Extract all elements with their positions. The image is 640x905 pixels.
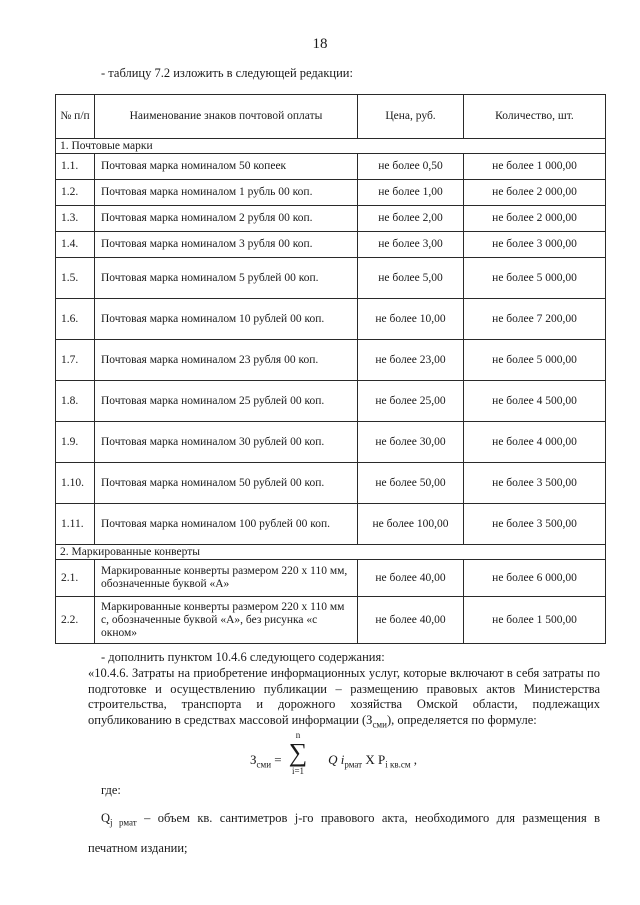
row-qty: не более 4 000,00 bbox=[464, 422, 606, 463]
row-price: не более 2,00 bbox=[358, 206, 464, 232]
row-qty: не более 3 000,00 bbox=[464, 232, 606, 258]
row-name: Почтовая марка номиналом 3 рубля 00 коп. bbox=[95, 232, 358, 258]
add-clause-text: - дополнить пунктом 10.4.6 следующего содержания: bbox=[101, 650, 385, 664]
row-price: не более 3,00 bbox=[358, 232, 464, 258]
clause-end: ), определяется по формуле: bbox=[386, 712, 537, 727]
page-number: 18 bbox=[312, 36, 328, 52]
formula-sub1: рмат bbox=[344, 759, 363, 770]
table-row bbox=[56, 504, 606, 545]
row-name: Почтовая марка номиналом 2 рубля 00 коп. bbox=[95, 206, 358, 232]
sigma-icon: ∑ bbox=[288, 738, 308, 767]
row-price: не более 30,00 bbox=[358, 422, 464, 463]
section-title: 2. Маркированные конверты bbox=[56, 545, 606, 560]
table-row bbox=[56, 597, 606, 644]
table-row bbox=[56, 232, 606, 258]
table-row bbox=[56, 340, 606, 381]
table-header-row bbox=[56, 95, 606, 139]
row-name: Почтовая марка номиналом 50 рублей 00 коп. bbox=[95, 463, 358, 504]
row-name: Почтовая марка номиналом 1 рубль 00 коп. bbox=[95, 180, 358, 206]
table-row bbox=[56, 258, 606, 299]
formula-lhs: З bbox=[250, 752, 257, 767]
formula-x: X P bbox=[362, 752, 386, 767]
header-price: Цена, руб. bbox=[358, 95, 464, 139]
table-row bbox=[56, 299, 606, 340]
table-row bbox=[56, 463, 606, 504]
row-qty: не более 3 500,00 bbox=[464, 504, 606, 545]
table-row bbox=[56, 381, 606, 422]
def-text: – объем кв. сантиметров j-го правового акта, необходимого для размещения в печатном издании; bbox=[88, 811, 600, 855]
def-var: Q bbox=[101, 811, 111, 825]
row-num: 1.9. bbox=[56, 422, 95, 463]
row-qty: не более 5 000,00 bbox=[464, 340, 606, 381]
row-name: Почтовая марка номиналом 5 рублей 00 коп. bbox=[95, 258, 358, 299]
row-num: 2.2. bbox=[56, 597, 95, 644]
formula-end: , bbox=[410, 752, 418, 767]
row-qty: не более 4 500,00 bbox=[464, 381, 606, 422]
formula-eq: = bbox=[271, 752, 285, 767]
row-num: 1.10. bbox=[56, 463, 95, 504]
clause-main: «10.4.6. Затраты на приобретение информационных услуг, которые включают в себя затраты по подготовке и осуществлению публикации – размещению правовых актов Министерства строительства, транспорта и дорожного хозяйства Омской области, подлежащих опубликованию в средствах массовой информации (З bbox=[88, 666, 600, 727]
row-num: 1.7. bbox=[56, 340, 95, 381]
row-price: не более 40,00 bbox=[358, 597, 464, 644]
intro-text: - таблицу 7.2 изложить в следующей редакции: bbox=[101, 66, 353, 80]
row-qty: не более 6 000,00 bbox=[464, 560, 606, 597]
table-row bbox=[56, 560, 606, 597]
row-num: 1.11. bbox=[56, 504, 95, 545]
stamps-table bbox=[55, 94, 606, 644]
section-row bbox=[56, 545, 606, 560]
clause-sub: сми bbox=[372, 719, 387, 729]
formula-q: Q bbox=[328, 752, 338, 767]
header-name: Наименование знаков почтовой оплаты bbox=[95, 95, 358, 139]
where-text: где: bbox=[101, 783, 121, 797]
row-num: 1.4. bbox=[56, 232, 95, 258]
table-row bbox=[56, 422, 606, 463]
row-price: не более 23,00 bbox=[358, 340, 464, 381]
formula-lhs-sub: сми bbox=[256, 759, 272, 770]
section-title: 1. Почтовые марки bbox=[56, 139, 606, 154]
definition-text bbox=[88, 806, 600, 861]
row-name: Почтовая марка номиналом 25 рублей 00 коп. bbox=[95, 381, 358, 422]
formula-i: i bbox=[340, 752, 345, 767]
row-qty: не более 5 000,00 bbox=[464, 258, 606, 299]
def-sub: j рмат bbox=[110, 817, 137, 828]
row-num: 1.8. bbox=[56, 381, 95, 422]
row-price: не более 5,00 bbox=[358, 258, 464, 299]
table-row bbox=[56, 206, 606, 232]
row-name: Почтовая марка номиналом 30 рублей 00 коп. bbox=[95, 422, 358, 463]
row-price: не более 50,00 bbox=[358, 463, 464, 504]
formula bbox=[250, 730, 418, 776]
row-num: 1.3. bbox=[56, 206, 95, 232]
header-num: № п/п bbox=[56, 95, 95, 139]
row-name: Маркированные конверты размером 220 х 110 мм, обозначенные буквой «А» bbox=[95, 560, 358, 597]
row-name: Почтовая марка номиналом 10 рублей 00 коп. bbox=[95, 299, 358, 340]
formula-sub2: i кв.см bbox=[385, 759, 411, 770]
row-num: 1.1. bbox=[56, 154, 95, 180]
row-qty: не более 1 000,00 bbox=[464, 154, 606, 180]
sum-symbol bbox=[286, 730, 310, 776]
row-qty: не более 2 000,00 bbox=[464, 180, 606, 206]
row-price: не более 1,00 bbox=[358, 180, 464, 206]
row-qty: не более 2 000,00 bbox=[464, 206, 606, 232]
row-qty: не более 3 500,00 bbox=[464, 463, 606, 504]
row-price: не более 10,00 bbox=[358, 299, 464, 340]
sum-lower: i=1 bbox=[291, 766, 305, 776]
row-name: Маркированные конверты размером 220 х 110 мм с, обозначенные буквой «А», без рисунка «с окном» bbox=[95, 597, 358, 644]
row-price: не более 0,50 bbox=[358, 154, 464, 180]
table-row bbox=[56, 154, 606, 180]
row-num: 2.1. bbox=[56, 560, 95, 597]
row-name: Почтовая марка номиналом 50 копеек bbox=[95, 154, 358, 180]
row-qty: не более 7 200,00 bbox=[464, 299, 606, 340]
row-num: 1.2. bbox=[56, 180, 95, 206]
row-name: Почтовая марка номиналом 100 рублей 00 коп. bbox=[95, 504, 358, 545]
table-row bbox=[56, 180, 606, 206]
header-qty: Количество, шт. bbox=[464, 95, 606, 139]
sum-upper: n bbox=[295, 730, 301, 740]
row-price: не более 100,00 bbox=[358, 504, 464, 545]
row-price: не более 25,00 bbox=[358, 381, 464, 422]
row-num: 1.6. bbox=[56, 299, 95, 340]
row-name: Почтовая марка номиналом 23 рубля 00 коп. bbox=[95, 340, 358, 381]
row-price: не более 40,00 bbox=[358, 560, 464, 597]
section-row bbox=[56, 139, 606, 154]
row-num: 1.5. bbox=[56, 258, 95, 299]
clause-text bbox=[88, 666, 600, 733]
row-qty: не более 1 500,00 bbox=[464, 597, 606, 644]
